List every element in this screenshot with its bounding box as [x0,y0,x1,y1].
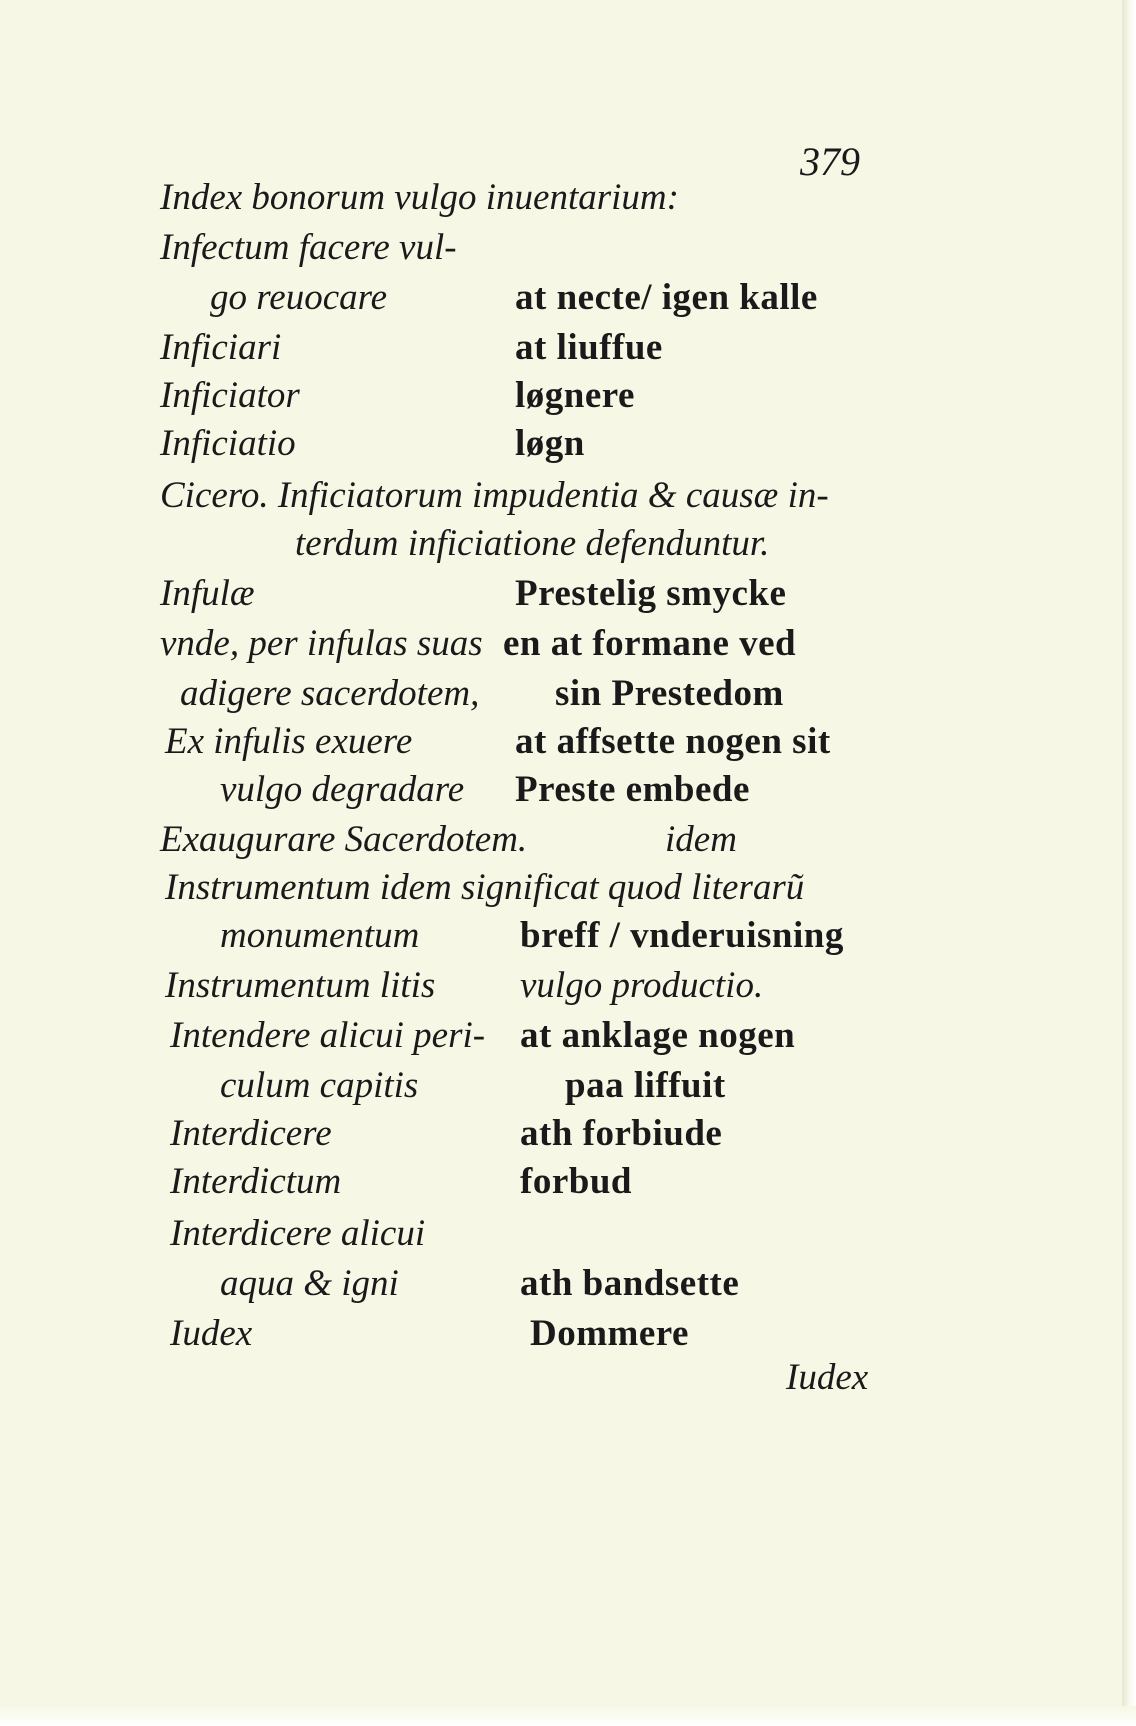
line-2-latin: go reuocare [210,277,388,318]
line-11-latin: Ex infulis exuere [165,721,413,762]
page-edge-bottom [0,1706,1136,1726]
line-10-danish: sin Prestedom [555,673,784,714]
line-17-danish: at anklage nogen [520,1015,796,1056]
line-15-danish: breff / vnderuisning [520,915,844,956]
line-4-latin: Inficiator [160,375,300,416]
page-edge-right [1122,0,1136,1726]
line-16-danish: vulgo productio. [520,965,764,1006]
line-17-latin: Intendere alicui peri- [170,1015,486,1056]
line-5-danish: løgn [515,423,585,464]
line-23-danish: Dommere [530,1313,689,1354]
line-13-danish: idem [665,819,737,860]
line-20-danish: forbud [520,1161,632,1202]
line-7-latin: terdum inficiatione defenduntur. [295,523,770,564]
line-8-latin: Infulæ [160,573,255,614]
line-14-latin: Instrumentum idem significat quod literarũ [165,867,805,908]
line-16-latin: Instrumentum litis [165,965,436,1006]
line-3-latin: Inficiari [160,327,282,368]
line-9-latin: vnde, per infulas suas [160,623,483,664]
line-0-latin: Index bonorum vulgo inuentarium: [160,177,679,218]
line-4-danish: løgnere [515,375,635,416]
line-8-danish: Prestelig smycke [515,573,787,614]
line-18-danish: paa liffuit [565,1065,726,1106]
line-22-danish: ath bandsette [520,1263,740,1304]
line-12-latin: vulgo degradare [220,769,465,810]
line-13-latin: Exaugurare Sacerdotem. [160,819,528,860]
line-2-danish: at necte/ igen kalle [515,277,818,318]
line-3-danish: at liuffue [515,327,663,368]
line-9-danish: en at formane ved [503,623,797,664]
line-15-latin: monumentum [220,915,420,956]
line-20-latin: Interdictum [170,1161,342,1202]
line-6-latin: Cicero. Inficiatorum impudentia & causæ in- [160,475,829,516]
line-1-latin: Infectum facere vul- [160,227,457,268]
page-number: 379 [800,139,860,184]
catchword: Iudex [786,1357,869,1398]
line-19-latin: Interdicere [170,1113,332,1154]
line-23-latin: Iudex [170,1313,253,1354]
line-22-latin: aqua & igni [220,1263,399,1304]
line-19-danish: ath forbiude [520,1113,723,1154]
line-18-latin: culum capitis [220,1065,419,1106]
line-11-danish: at affsette nogen sit [515,721,831,762]
line-10-latin: adigere sacerdotem, [180,673,480,714]
line-5-latin: Inficiatio [160,423,296,464]
line-12-danish: Preste embede [515,769,750,810]
line-21-latin: Interdicere alicui [170,1213,426,1254]
